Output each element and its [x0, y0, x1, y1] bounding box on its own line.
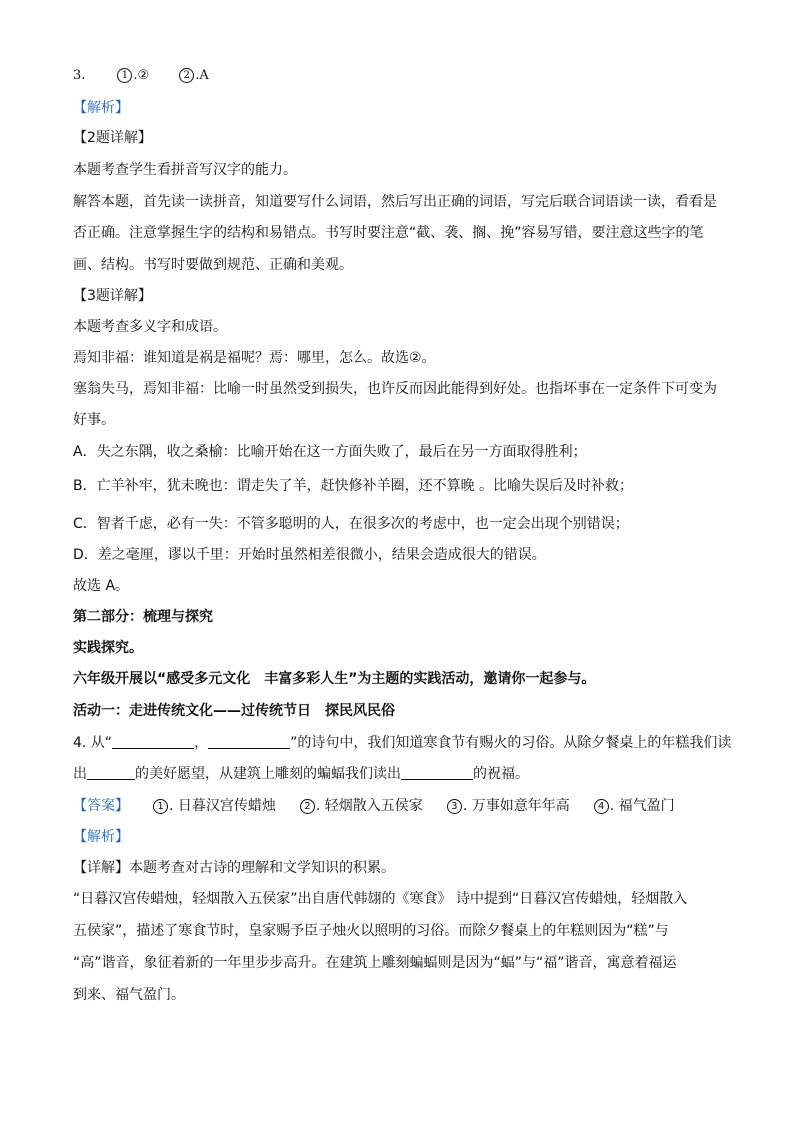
fill-blank [208, 734, 290, 749]
q4-detail-line: 【详解】本题考查对古诗的理解和文学知识的积累。 [73, 860, 395, 876]
q4-detail-line: 五侯家”，描述了寒食节时，皇家赐予臣子烛火以照明的习俗。而除夕餐桌上的年糕则因为“糕”与 [73, 923, 669, 939]
analysis-label: 【解析】 [73, 829, 129, 845]
circled-num-2: 2 [179, 68, 194, 83]
q2-detail-line: 画、结构。书写时要做到规范、正确和美观。 [73, 257, 353, 273]
q4-answer-line [73, 796, 675, 816]
answer-item: . 日暮汉宫传蜡烛 [169, 798, 276, 814]
circled-num-1: 1 [117, 68, 132, 83]
q4-line-2 [73, 764, 529, 784]
circled-num-4: 4 [594, 799, 609, 814]
activity1-title: 活动一：走进传统文化——过传统节日 探民风民俗 [73, 703, 395, 719]
q3-detail-line: 本题考查多义字和成语。 [73, 319, 227, 335]
fill-blank [87, 765, 135, 780]
circled-num-1: 1 [153, 799, 168, 814]
q2-detail-line: 本题考查学生看拼音写汉字的能力。 [73, 162, 297, 178]
fill-blank [401, 765, 473, 780]
q3-part1-answer: .② [133, 68, 150, 83]
q4-prefix: 4. 从“ [73, 735, 113, 751]
q3-option-b: B．亡羊补牢，犹未晚也：谓走失了羊，赶快修补羊圈，还不算晚 。比喻失误后及时补救； [73, 478, 634, 494]
q2-detail-heading: 【2题详解】 [73, 130, 152, 146]
activity-intro: 六年级开展以“感受多元文化 丰富多彩人生”为主题的实践活动，邀请你一起参与。 [73, 671, 596, 687]
q2-detail-line: 否正确。注意掌握生字的结构和易错点。书写时要注意“截、袭、搁、挽”容易写错，要注意这些字的笔 [73, 225, 704, 241]
practice-title: 实践探究。 [73, 640, 143, 656]
q4-line2-middle: 的美好愿望，从建筑上雕刻的蝙蝠我们读出 [135, 766, 401, 782]
answer-item: . 福气盈门 [609, 798, 675, 814]
q3-part2-answer: .A [195, 68, 209, 83]
q4-detail-line: 到来、福气盈门。 [73, 987, 185, 1003]
q3-option-d: D．差之毫厘，谬以千里：开始时虽然相差很微小，结果会造成很大的错误。 [73, 547, 546, 563]
q3-conclusion: 故选 A。 [73, 578, 130, 594]
q4-middle-text: ”的诗句中，我们知道寒食节有赐火的习俗。从除夕餐桌上的年糕我们读 [290, 735, 732, 751]
q4-line-1 [73, 733, 731, 753]
q4-detail-line: “日暮汉宫传蜡烛，轻烟散入五侯家”出自唐代韩翃的《寒食》 诗中提到“日暮汉宫传蜡烛，轻烟散入 [73, 891, 688, 907]
q4-line2-end: 的祝福。 [473, 766, 529, 782]
q2-detail-line: 解答本题，首先读一读拼音，知道要写什么词语，然后写出正确的词语，写完后联合词语读一读，看看是 [73, 194, 717, 210]
part2-title: 第二部分：梳理与探究 [73, 609, 213, 625]
q4-line2-start: 出 [73, 766, 87, 782]
q3-detail-line: 焉知非福：谁知道是祸是福呢？焉：哪里，怎么。故选②。 [73, 350, 436, 366]
analysis-label: 【解析】 [73, 100, 129, 116]
q3-detail-line: 塞翁失马，焉知非福：比喻一时虽然受到损失，也许反而因此能得到好处。也指坏事在一定条件下可变为 [73, 381, 717, 397]
circled-num-2: 2 [300, 799, 315, 814]
q3-option-a: A．失之东隅，收之桑榆：比喻开始在这一方面失败了，最后在另一方面取得胜利； [73, 444, 587, 460]
answer-item: . 万事如意年年高 [462, 798, 570, 814]
circled-num-3: 3 [447, 799, 462, 814]
q3-detail-heading: 【3题详解】 [73, 288, 152, 304]
fill-blank [112, 734, 194, 749]
q3-number: 3. [73, 68, 86, 83]
q4-detail-line: “高”谐音，象征着新的一年里步步高升。在建筑上雕刻蝙蝠则是因为“蝠”与“福”谐音，寓意着福运 [73, 955, 677, 971]
answer-item: . 轻烟散入五侯家 [315, 798, 423, 814]
q3-detail-line: 好事。 [73, 412, 115, 428]
q3-option-c: C．智者千虑，必有一失：不管多聪明的人，在很多次的考虑中，也一定会出现个别错误； [73, 516, 629, 532]
q3-answer-line [73, 66, 209, 86]
answer-label: 【答案】 [73, 798, 129, 814]
q4-separator: ， [194, 735, 209, 751]
